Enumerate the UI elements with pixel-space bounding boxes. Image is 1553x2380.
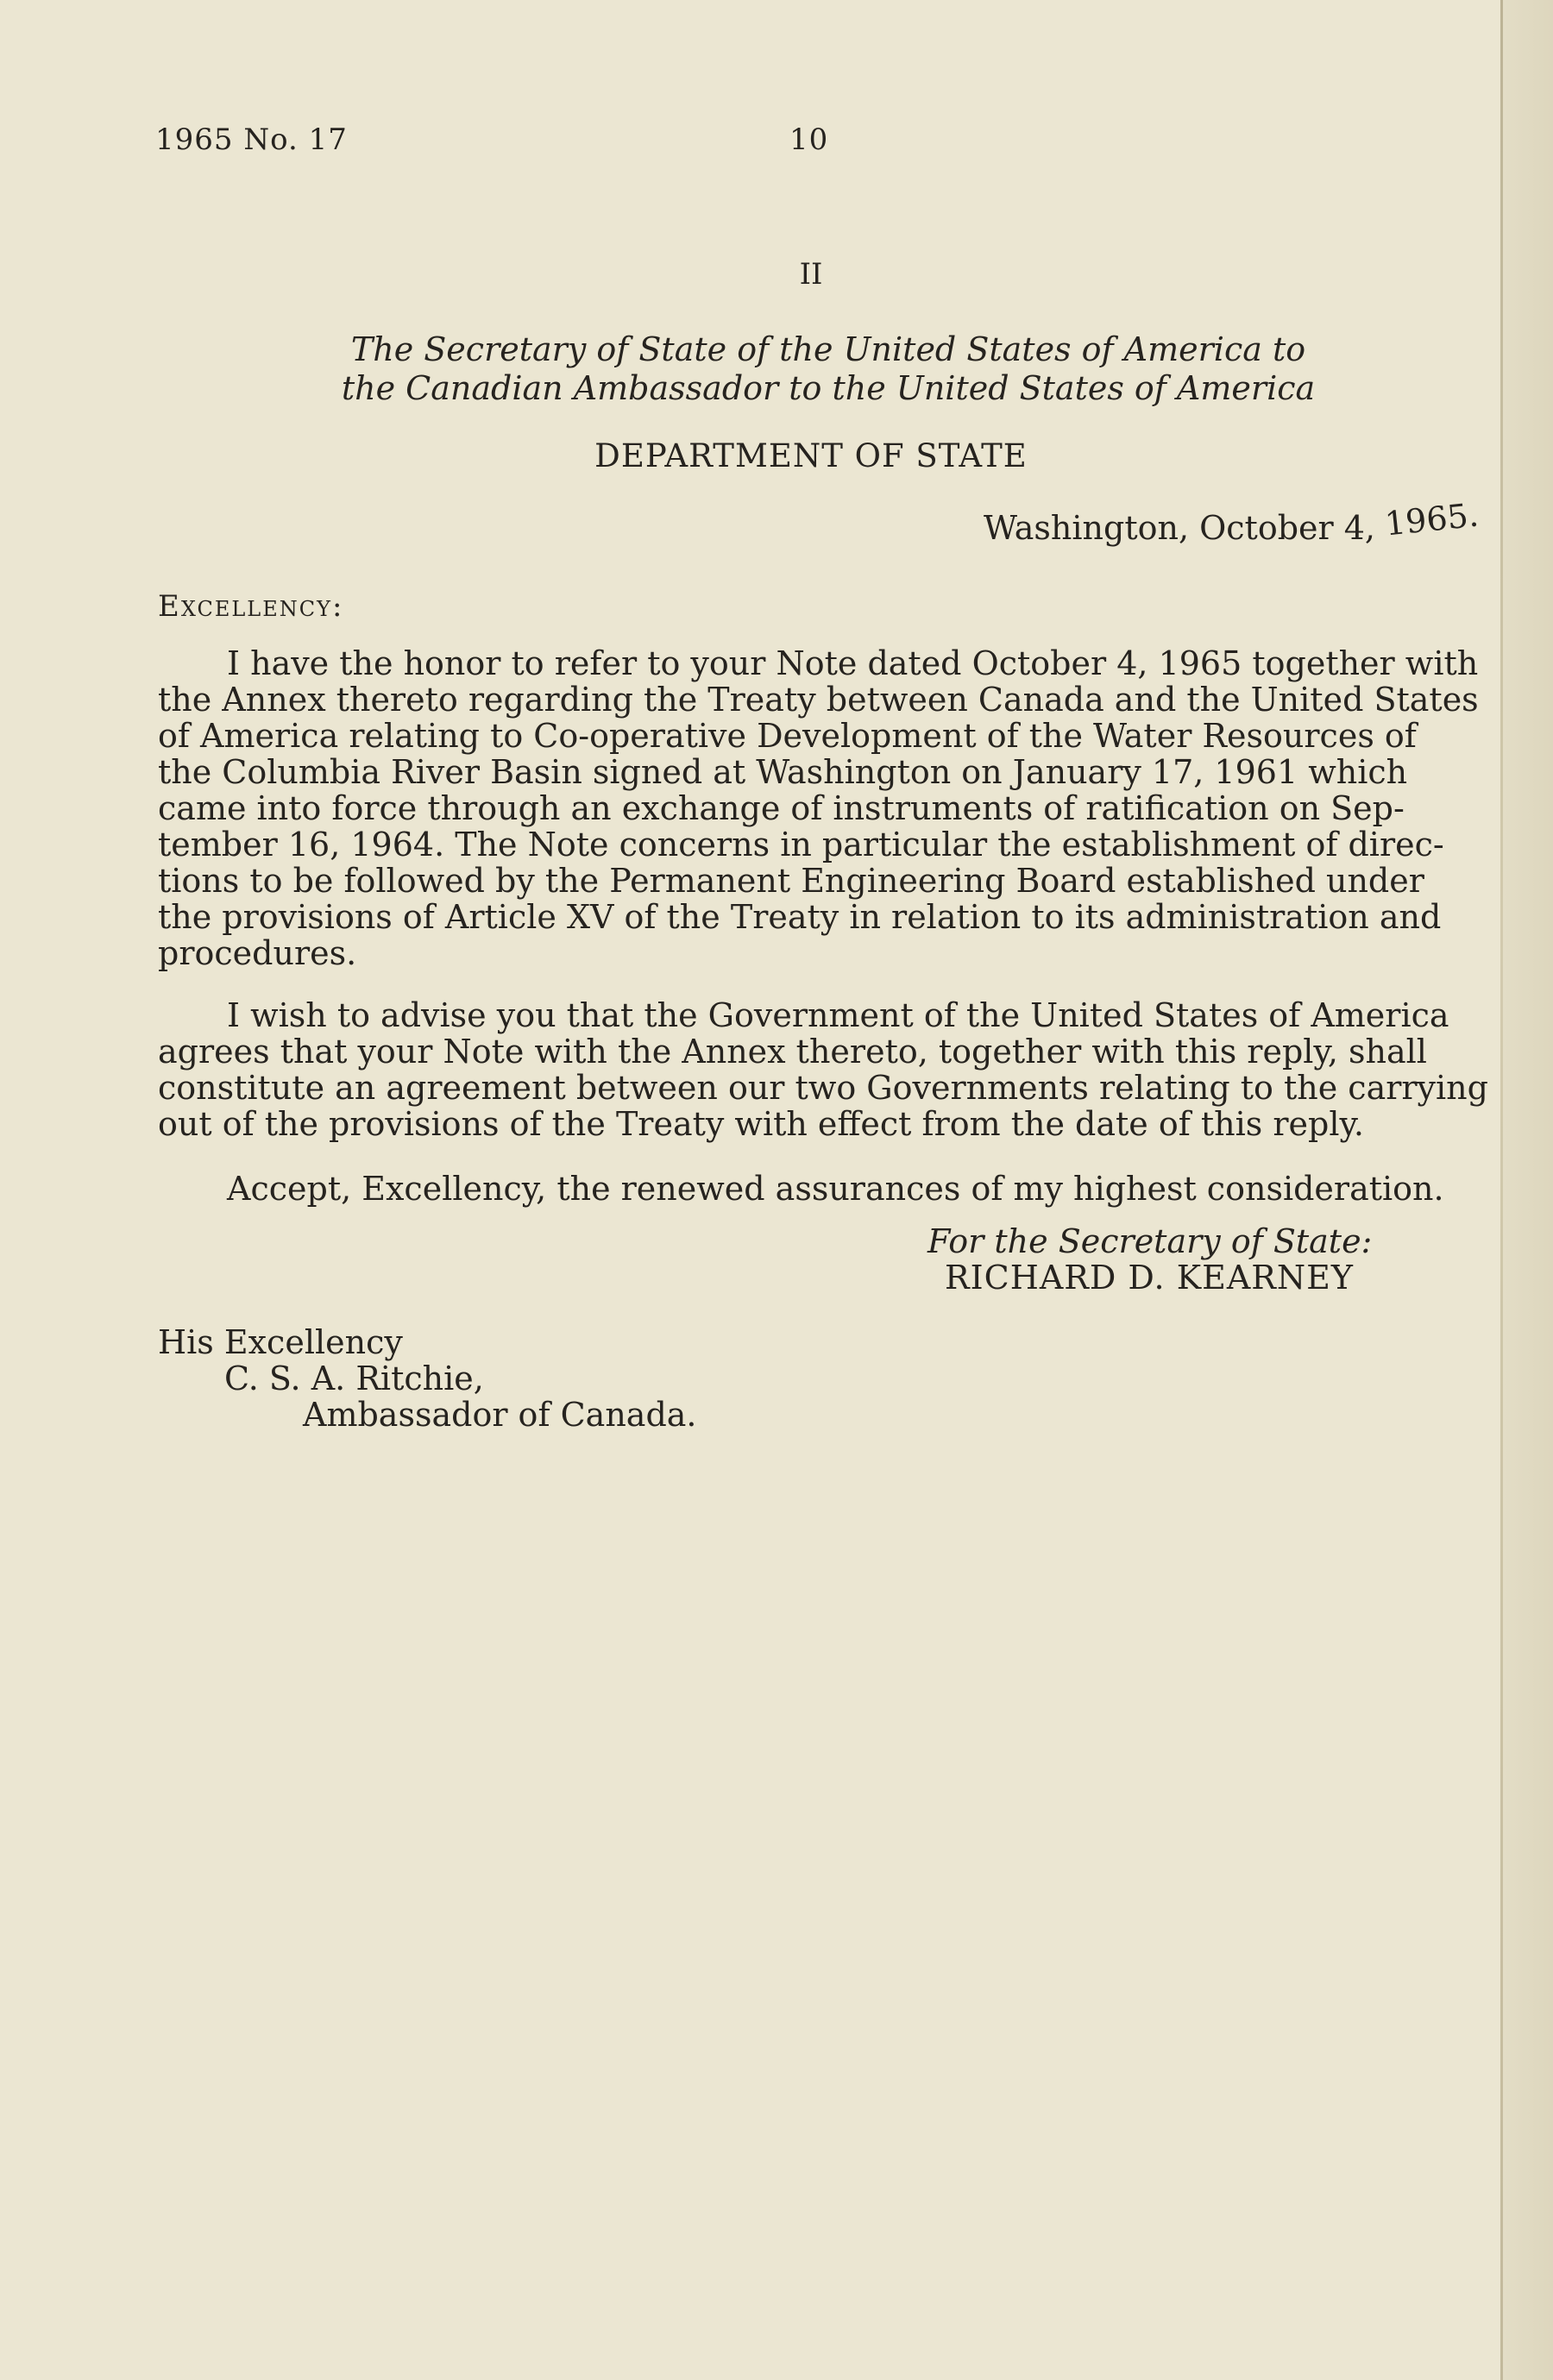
- page-edge: [1500, 0, 1503, 2380]
- paragraph-line: the Annex thereto regarding the Treaty between Canada and the United States: [158, 681, 1479, 719]
- place-date-year: 1965.: [1383, 495, 1481, 543]
- paragraph-line: the Columbia River Basin signed at Washington on January 17, 1961 which: [158, 753, 1408, 791]
- paragraph-line: I wish to advise you that the Government of the United States of America: [227, 996, 1449, 1034]
- title-line-2: the Canadian Ambassador to the United States of America: [341, 369, 1316, 407]
- paragraph-2: [158, 996, 1488, 1143]
- header-year-number: 1965 No. 17: [155, 122, 348, 157]
- place-date-text: Washington, October 4,: [984, 509, 1376, 547]
- title-line-1: The Secretary of State of the United States of America to: [350, 330, 1306, 368]
- addressee-line-3: Ambassador of Canada.: [303, 1396, 697, 1434]
- salutation: Excellency:: [158, 589, 344, 624]
- addressee-block: [158, 1324, 697, 1433]
- paragraph-line: out of the provisions of the Treaty with effect from the date of this reply.: [158, 1105, 1365, 1143]
- addressee-line-2: C. S. A. Ritchie,: [224, 1360, 484, 1397]
- paragraph-line: Accept, Excellency, the renewed assurances of my highest consideration.: [227, 1170, 1444, 1208]
- paragraph-line: constitute an agreement between our two Governments relating to the carrying: [158, 1069, 1488, 1107]
- page-edge-shadow: [1503, 0, 1553, 2380]
- paragraph-line: procedures.: [158, 934, 357, 972]
- paragraph-line: I have the honor to refer to your Note dated October 4, 1965 together with: [227, 644, 1479, 682]
- page-number: 10: [789, 122, 829, 157]
- paragraph-line: tember 16, 1964. The Note concerns in particular the establishment of direc-: [158, 826, 1444, 863]
- paragraph-line: the provisions of Article XV of the Treaty in relation to its administration and: [158, 898, 1442, 936]
- page-header: [155, 122, 829, 157]
- paragraph-3: [158, 1171, 1452, 1207]
- place-date: [984, 495, 1481, 547]
- paragraph-1: [158, 644, 1479, 972]
- addressee-line-1: His Excellency: [158, 1323, 403, 1361]
- department-heading: DEPARTMENT OF STATE: [594, 437, 1028, 474]
- letter-title: [311, 330, 1346, 408]
- paragraph-line: tions to be followed by the Permanent Engineering Board established under: [158, 862, 1424, 900]
- signer-name: RICHARD D. KEARNEY: [945, 1259, 1354, 1297]
- paragraph-line: came into force through an exchange of instruments of ratification on Sep-: [158, 789, 1405, 827]
- signature-block: [927, 1223, 1372, 1296]
- section-numeral: II: [799, 257, 823, 292]
- signature-for-line: For the Secretary of State:: [927, 1222, 1373, 1260]
- paragraph-line: of America relating to Co-operative Development of the Water Resources of: [158, 717, 1417, 755]
- paragraph-line: agrees that your Note with the Annex thereto, together with this reply, shall: [158, 1033, 1427, 1071]
